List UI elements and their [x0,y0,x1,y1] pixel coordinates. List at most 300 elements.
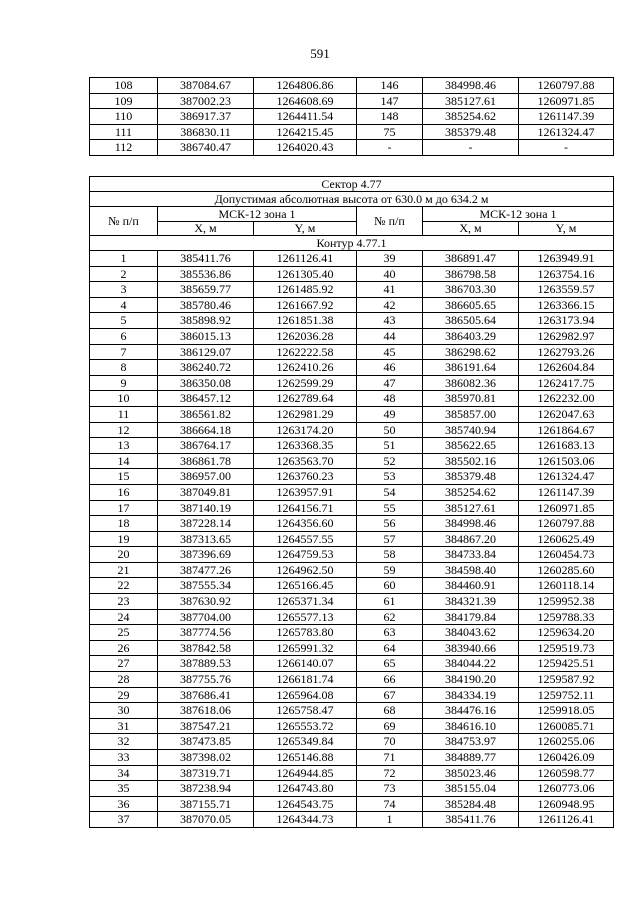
table-cell: 18 [90,516,158,532]
table-cell: 1260971.85 [519,93,614,109]
table-cell: 1260625.49 [519,531,614,547]
table-cell: 384616.10 [423,718,519,734]
table-cell: 1263949.91 [519,251,614,267]
table-cell: 385379.48 [423,124,519,140]
table-cell: 1260797.88 [519,78,614,94]
table-cell: 61 [357,594,423,610]
table-cell: 75 [357,124,423,140]
sector-title: Сектор 4.77 [90,177,614,192]
table-cell: 49 [357,406,423,422]
table-cell: 387313.65 [158,531,254,547]
table-cell: 62 [357,609,423,625]
table-cell: 387774.56 [158,625,254,641]
table-row [90,375,614,391]
table-cell: 29 [90,687,158,703]
table-cell: 387477.26 [158,562,254,578]
table-cell: 9 [90,375,158,391]
table-cell: 386740.47 [158,140,254,156]
table-cell: 44 [357,328,423,344]
table-cell: 384998.46 [423,516,519,532]
table-cell: 387755.76 [158,672,254,688]
table-cell: 69 [357,718,423,734]
table-row [90,796,614,812]
table-cell: 8 [90,360,158,376]
table-cell: 386403.29 [423,328,519,344]
table-cell: 68 [357,703,423,719]
table-cell: 34 [90,765,158,781]
table-cell: 385127.61 [423,93,519,109]
table-cell: 1259425.51 [519,656,614,672]
table-cell: 385411.76 [423,812,519,828]
table-cell: 387070.05 [158,812,254,828]
table-cell: 1 [357,812,423,828]
table-cell: 387889.53 [158,656,254,672]
table-cell: 1262036.28 [254,328,357,344]
table-cell: 55 [357,500,423,516]
table-cell: 47 [357,375,423,391]
table-row [90,516,614,532]
table-cell: 387473.85 [158,734,254,750]
table-cell: 27 [90,656,158,672]
table-cell: 1260971.85 [519,500,614,516]
table-row [90,438,614,454]
table-cell: 60 [357,578,423,594]
table-cell: 39 [357,251,423,267]
table-row [90,531,614,547]
table-row [90,266,614,282]
table-cell: 386917.37 [158,109,254,125]
table-cell: 386764.17 [158,438,254,454]
table-cell: 386561.82 [158,406,254,422]
table-cell: 386457.12 [158,391,254,407]
table-cell: 384190.20 [423,672,519,688]
table-row [90,687,614,703]
table-cell: 1262222.58 [254,344,357,360]
y-header: Y, м [519,222,614,236]
table-cell: 146 [357,78,423,94]
table-cell: 385857.00 [423,406,519,422]
table-cell: 1264962.50 [254,562,357,578]
table-cell: 1261667.92 [254,297,357,313]
table-cell: 23 [90,594,158,610]
table-cell: 108 [90,78,158,94]
table-cell: 57 [357,531,423,547]
table-cell: 1259587.92 [519,672,614,688]
table-cell: 42 [357,297,423,313]
table-row [90,469,614,485]
table-row [90,453,614,469]
table-cell: 1264156.71 [254,500,357,516]
table-cell: 71 [357,750,423,766]
table-cell: 1264411.54 [254,109,357,125]
table-cell: 73 [357,781,423,797]
table-cell: 52 [357,453,423,469]
table-cell: 6 [90,328,158,344]
table-cell: 387140.19 [158,500,254,516]
table-cell: 35 [90,781,158,797]
table-cell: 1263368.35 [254,438,357,454]
col-number-header: № п/п [357,207,423,236]
table-cell: 1260285.60 [519,562,614,578]
table-cell: 54 [357,484,423,500]
table-cell: 1261485.92 [254,282,357,298]
table-cell: 65 [357,656,423,672]
table-cell: 1261147.39 [519,484,614,500]
table-cell: 1261147.39 [519,109,614,125]
coordinate-system-header: МСК-12 зона 1 [158,207,357,222]
coordinate-system-header: МСК-12 зона 1 [423,207,614,222]
table-row [90,781,614,797]
table-row [90,313,614,329]
table-cell: 1263559.57 [519,282,614,298]
table-row [90,251,614,267]
table-cell: 1261324.47 [519,124,614,140]
table-cell: 387049.81 [158,484,254,500]
table-cell: 1260255.06 [519,734,614,750]
table-row [90,547,614,563]
table-cell: 386891.47 [423,251,519,267]
table-cell: 21 [90,562,158,578]
table-cell: 386703.30 [423,282,519,298]
table-cell: 1264743.80 [254,781,357,797]
table-cell: 63 [357,625,423,641]
contour-title: Контур 4.77.1 [90,236,614,251]
table-cell: 59 [357,562,423,578]
table-cell: 1261305.40 [254,266,357,282]
table-cell: 48 [357,391,423,407]
table-row [90,78,614,94]
table-cell: 387555.34 [158,578,254,594]
table-cell: 1262981.29 [254,406,357,422]
table-cell: - [423,140,519,156]
table-cell: 41 [357,282,423,298]
table-cell: 384867.20 [423,531,519,547]
table-row [90,140,614,156]
table-cell: 1266140.07 [254,656,357,672]
table-row [90,360,614,376]
table-row [90,297,614,313]
altitude-range: Допустимая абсолютная высота от 630.0 м до 634.2 м [90,192,614,207]
table-cell: 110 [90,109,158,125]
table-cell: 385659.77 [158,282,254,298]
table-cell: 12 [90,422,158,438]
sector-coordinates-table [89,176,614,828]
table-cell: 1260118.14 [519,578,614,594]
table-cell: 384043.62 [423,625,519,641]
table-cell: 1265371.34 [254,594,357,610]
table-cell: 70 [357,734,423,750]
table-cell: 1263173.94 [519,313,614,329]
table-cell: 1260085.71 [519,718,614,734]
table-cell: 386957.00 [158,469,254,485]
table-cell: 387319.71 [158,765,254,781]
table-cell: 147 [357,93,423,109]
table-cell: 387396.69 [158,547,254,563]
table-row [90,124,614,140]
table-cell: 387704.00 [158,609,254,625]
table-cell: 72 [357,765,423,781]
table-cell: 385254.62 [423,484,519,500]
table-cell: 15 [90,469,158,485]
table-cell: 1263563.70 [254,453,357,469]
table-cell: 1265991.32 [254,640,357,656]
table-row [90,594,614,610]
table-cell: 384044.22 [423,656,519,672]
table-cell: 58 [357,547,423,563]
table-cell: 1264020.43 [254,140,357,156]
table-cell: 385970.81 [423,391,519,407]
table-row [90,703,614,719]
table-cell: 148 [357,109,423,125]
table-cell: 387630.92 [158,594,254,610]
table-cell: 384321.39 [423,594,519,610]
table-cell: 1265146.88 [254,750,357,766]
table-cell: 385127.61 [423,500,519,516]
table-cell: 385502.16 [423,453,519,469]
table-cell: 1260773.06 [519,781,614,797]
table-cell: 385740.94 [423,422,519,438]
table-cell: 1263760.23 [254,469,357,485]
table-cell: 384753.97 [423,734,519,750]
table-row [90,625,614,641]
table-cell: 1262982.97 [519,328,614,344]
table-cell: 386664.18 [158,422,254,438]
table-cell: 1265553.72 [254,718,357,734]
table-cell: 384476.16 [423,703,519,719]
table-cell: 385536.86 [158,266,254,282]
table-cell: 387398.02 [158,750,254,766]
table-cell: 1265964.08 [254,687,357,703]
table-cell: 1265783.80 [254,625,357,641]
table-cell: 1262604.84 [519,360,614,376]
table-cell: 386350.08 [158,375,254,391]
table-row [90,734,614,750]
table-cell: 1261864.67 [519,422,614,438]
table-row [90,609,614,625]
table-cell: 24 [90,609,158,625]
table-cell: 51 [357,438,423,454]
table-row [90,484,614,500]
table-cell: 387228.14 [158,516,254,532]
table-row [90,718,614,734]
table-cell: 1264356.60 [254,516,357,532]
table-cell: 385023.46 [423,765,519,781]
table-cell: 1261126.41 [254,251,357,267]
table-cell: 1264543.75 [254,796,357,812]
table-cell: 1263957.91 [254,484,357,500]
table-cell: 1264608.69 [254,93,357,109]
table-cell: 385379.48 [423,469,519,485]
table-cell: 1261851.38 [254,313,357,329]
table-cell: 1264806.86 [254,78,357,94]
table-cell: 14 [90,453,158,469]
table-cell: 1262789.64 [254,391,357,407]
table-cell: 387547.21 [158,718,254,734]
table-cell: 1265577.13 [254,609,357,625]
table-cell: 1259752.11 [519,687,614,703]
table-cell: 384998.46 [423,78,519,94]
table-cell: 33 [90,750,158,766]
table-cell: 28 [90,672,158,688]
table-row [90,500,614,516]
table-cell: 45 [357,344,423,360]
table-cell: 1260797.88 [519,516,614,532]
table-cell: 386191.64 [423,360,519,376]
table-cell: 1261126.41 [519,812,614,828]
table-cell: 1260598.77 [519,765,614,781]
table-cell: 7 [90,344,158,360]
table-row [90,344,614,360]
table-cell: 22 [90,578,158,594]
table-cell: 30 [90,703,158,719]
table-cell: 13 [90,438,158,454]
table-cell: 387618.06 [158,703,254,719]
table-cell: 1262232.00 [519,391,614,407]
table-cell: 31 [90,718,158,734]
table-cell: 1265166.45 [254,578,357,594]
table-cell: 385622.65 [423,438,519,454]
table-cell: 40 [357,266,423,282]
table-cell: 1259634.20 [519,625,614,641]
table-cell: 112 [90,140,158,156]
table-cell: 1263754.16 [519,266,614,282]
table-cell: 26 [90,640,158,656]
table-cell: 1263366.15 [519,297,614,313]
table-cell: 384598.40 [423,562,519,578]
table-row [90,765,614,781]
table-cell: 1262410.26 [254,360,357,376]
table-cell: 36 [90,796,158,812]
table-cell: 386015.13 [158,328,254,344]
table-cell: 384889.77 [423,750,519,766]
table-cell: - [357,140,423,156]
table-cell: 1260454.73 [519,547,614,563]
table-cell: 66 [357,672,423,688]
table-cell: 384733.84 [423,547,519,563]
table-row [90,422,614,438]
table-cell: 1262793.26 [519,344,614,360]
table-cell: 56 [357,516,423,532]
col-number-header: № п/п [90,207,158,236]
table-row [90,328,614,344]
table-cell: 385155.04 [423,781,519,797]
table-cell: 1263174.20 [254,422,357,438]
table-cell: 1260426.09 [519,750,614,766]
table-cell: 1259788.33 [519,609,614,625]
table-cell: 67 [357,687,423,703]
table-cell: 1259519.73 [519,640,614,656]
table-cell: 25 [90,625,158,641]
table-cell: 46 [357,360,423,376]
table-row [90,750,614,766]
table-cell: 386798.58 [423,266,519,282]
table-cell: 1266181.74 [254,672,357,688]
table-cell: 386129.07 [158,344,254,360]
table-row [90,562,614,578]
table-cell: 1 [90,251,158,267]
table-cell: 386240.72 [158,360,254,376]
table-cell: 1262047.63 [519,406,614,422]
table-cell: 386830.11 [158,124,254,140]
table-cell: 387238.94 [158,781,254,797]
table-cell: 1265349.84 [254,734,357,750]
table-cell: 1262599.29 [254,375,357,391]
table-cell: 1261683.13 [519,438,614,454]
table-cell: 385284.48 [423,796,519,812]
table-cell: 10 [90,391,158,407]
table-cell: 385254.62 [423,109,519,125]
table-cell: 17 [90,500,158,516]
table-cell: 387155.71 [158,796,254,812]
table-cell: 5 [90,313,158,329]
table-cell: 2 [90,266,158,282]
table-cell: 385411.76 [158,251,254,267]
table-cell: 74 [357,796,423,812]
table-cell: 386298.62 [423,344,519,360]
table-cell: 109 [90,93,158,109]
table-row [90,812,614,828]
table-cell: 37 [90,812,158,828]
table-cell: 3 [90,282,158,298]
table-cell: 387084.67 [158,78,254,94]
table-cell: 1264759.53 [254,547,357,563]
table-cell: 1264344.73 [254,812,357,828]
table-cell: 19 [90,531,158,547]
y-header: Y, м [254,222,357,236]
table-row [90,93,614,109]
table-row [90,656,614,672]
table-row [90,391,614,407]
table-cell: 11 [90,406,158,422]
table-cell: 387686.41 [158,687,254,703]
table-cell: 53 [357,469,423,485]
x-header: X, м [423,222,519,236]
table-cell: 386861.78 [158,453,254,469]
table-cell: 32 [90,734,158,750]
x-header: X, м [158,222,254,236]
table-cell: 384179.84 [423,609,519,625]
table-cell: 386605.65 [423,297,519,313]
table-row [90,640,614,656]
table-cell: 1259952.38 [519,594,614,610]
table-cell: - [519,140,614,156]
table-cell: 50 [357,422,423,438]
table-cell: 1261503.06 [519,453,614,469]
table-cell: 1264944.85 [254,765,357,781]
coordinates-table-continued [89,77,614,156]
table-cell: 1261324.47 [519,469,614,485]
table-cell: 384334.19 [423,687,519,703]
table-cell: 387002.23 [158,93,254,109]
table-row [90,109,614,125]
page-number: 591 [310,46,330,61]
table-cell: 1264215.45 [254,124,357,140]
table-cell: 383940.66 [423,640,519,656]
table-cell: 1260948.95 [519,796,614,812]
table-cell: 386082.36 [423,375,519,391]
table-cell: 1265758.47 [254,703,357,719]
table-row [90,578,614,594]
table-cell: 4 [90,297,158,313]
table-cell: 385898.92 [158,313,254,329]
table-cell: 20 [90,547,158,563]
table-cell: 64 [357,640,423,656]
table-cell: 1264557.55 [254,531,357,547]
table-row [90,282,614,298]
table-cell: 1262417.75 [519,375,614,391]
table-cell: 1259918.05 [519,703,614,719]
table-row [90,672,614,688]
